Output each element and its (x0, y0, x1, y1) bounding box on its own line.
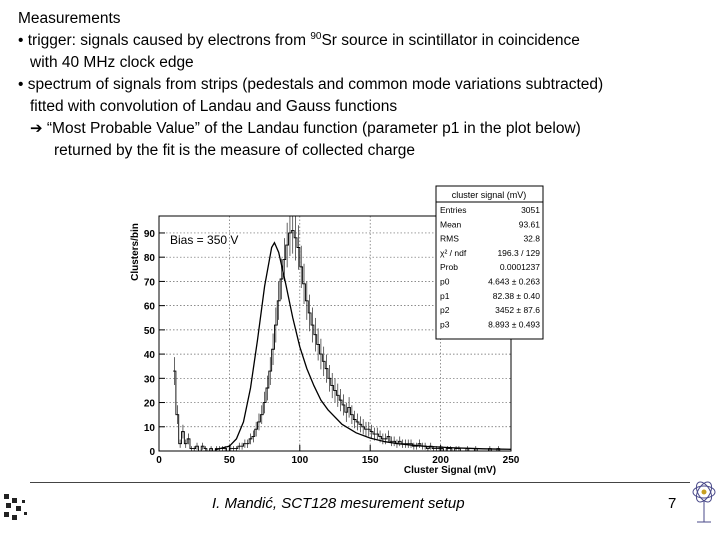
stats-row-value: 196.3 / 129 (497, 247, 540, 258)
arrow-right-icon: ➔ (30, 120, 43, 137)
slide-text (18, 8, 713, 162)
x-tick-label: 100 (291, 455, 309, 466)
y-tick-label: 0 (149, 447, 155, 458)
y-axis-label: Clusters/bin (130, 223, 141, 281)
stats-row-label: p1 (440, 290, 450, 301)
bullet-spectrum-line1: • spectrum of signals from strips (pedestals and common mode variations subtracted) (18, 76, 604, 93)
y-tick-label: 70 (143, 277, 155, 289)
bullet-trigger-line1 (18, 30, 713, 52)
y-tick-label: 50 (143, 325, 155, 337)
bias-annotation: Bias = 350 V (170, 233, 239, 247)
stats-row-label: RMS (440, 233, 459, 244)
bullet-mpv-line1 (18, 118, 713, 140)
isotope-mass: 90 (310, 31, 322, 42)
stats-row-value: 32.8 (523, 233, 540, 244)
stats-row-label: p3 (440, 319, 450, 330)
stats-row-value: 3452 ± 87.6 (495, 305, 540, 316)
x-tick-label: 150 (361, 455, 379, 466)
institute-logo-icon (2, 492, 32, 524)
x-axis-label: Cluster Signal (mV) (403, 465, 497, 476)
stats-row-label: χ² / ndf (440, 247, 467, 258)
y-tick-label: 20 (143, 398, 155, 410)
x-tick-label: 250 (502, 455, 520, 466)
stats-row-value: 82.38 ± 0.40 (492, 290, 540, 301)
stats-row-label: p2 (440, 305, 450, 316)
stats-row-label: Entries (440, 205, 467, 215)
x-tick-label: 200 (432, 455, 449, 466)
page-number: 7 (668, 495, 677, 512)
stats-row-label: Mean (440, 219, 462, 230)
x-tick-label: 0 (156, 455, 162, 466)
bullet-trigger-text-b: Sr source in scintillator in coincidence (321, 32, 580, 49)
stats-row-label: p0 (440, 276, 450, 287)
bullet-trigger-text-a: • trigger: signals caused by electrons from (18, 32, 311, 49)
footer-caption: I. Mandić, SCT128 mesurement setup (212, 495, 465, 512)
stats-row-value: 4.643 ± 0.263 (488, 276, 540, 287)
slide-title: Measurements (18, 10, 121, 27)
stats-row-value: 3051 (521, 205, 540, 215)
y-tick-label: 10 (143, 422, 155, 434)
stats-row-value: 8.893 ± 0.493 (488, 319, 540, 330)
bullet-mpv-line2: returned by the fit is the measure of collected charge (54, 142, 416, 159)
stats-box-title: cluster signal (mV) (451, 190, 527, 200)
y-tick-label: 30 (143, 374, 155, 386)
bullet-mpv-text: “Most Probable Value” of the Landau function (parameter p1 in the plot below) (46, 120, 581, 137)
y-tick-label: 90 (143, 228, 155, 240)
atom-logo-icon (688, 478, 720, 530)
stats-row-label: Prob (440, 262, 458, 273)
histogram-chart (128, 185, 548, 477)
bullet-trigger-line2: with 40 MHz clock edge (30, 54, 194, 71)
y-tick-label: 60 (143, 301, 155, 313)
bullet-spectrum-line2: fitted with convolution of Landau and Gauss functions (30, 98, 398, 115)
stats-box (436, 186, 543, 339)
footer-divider (30, 482, 690, 483)
stats-row-value: 93.61 (518, 219, 540, 230)
y-tick-label: 80 (143, 253, 155, 265)
y-tick-label: 40 (143, 350, 155, 362)
x-tick-label: 50 (223, 455, 235, 466)
stats-row-value: 0.0001237 (499, 262, 540, 273)
